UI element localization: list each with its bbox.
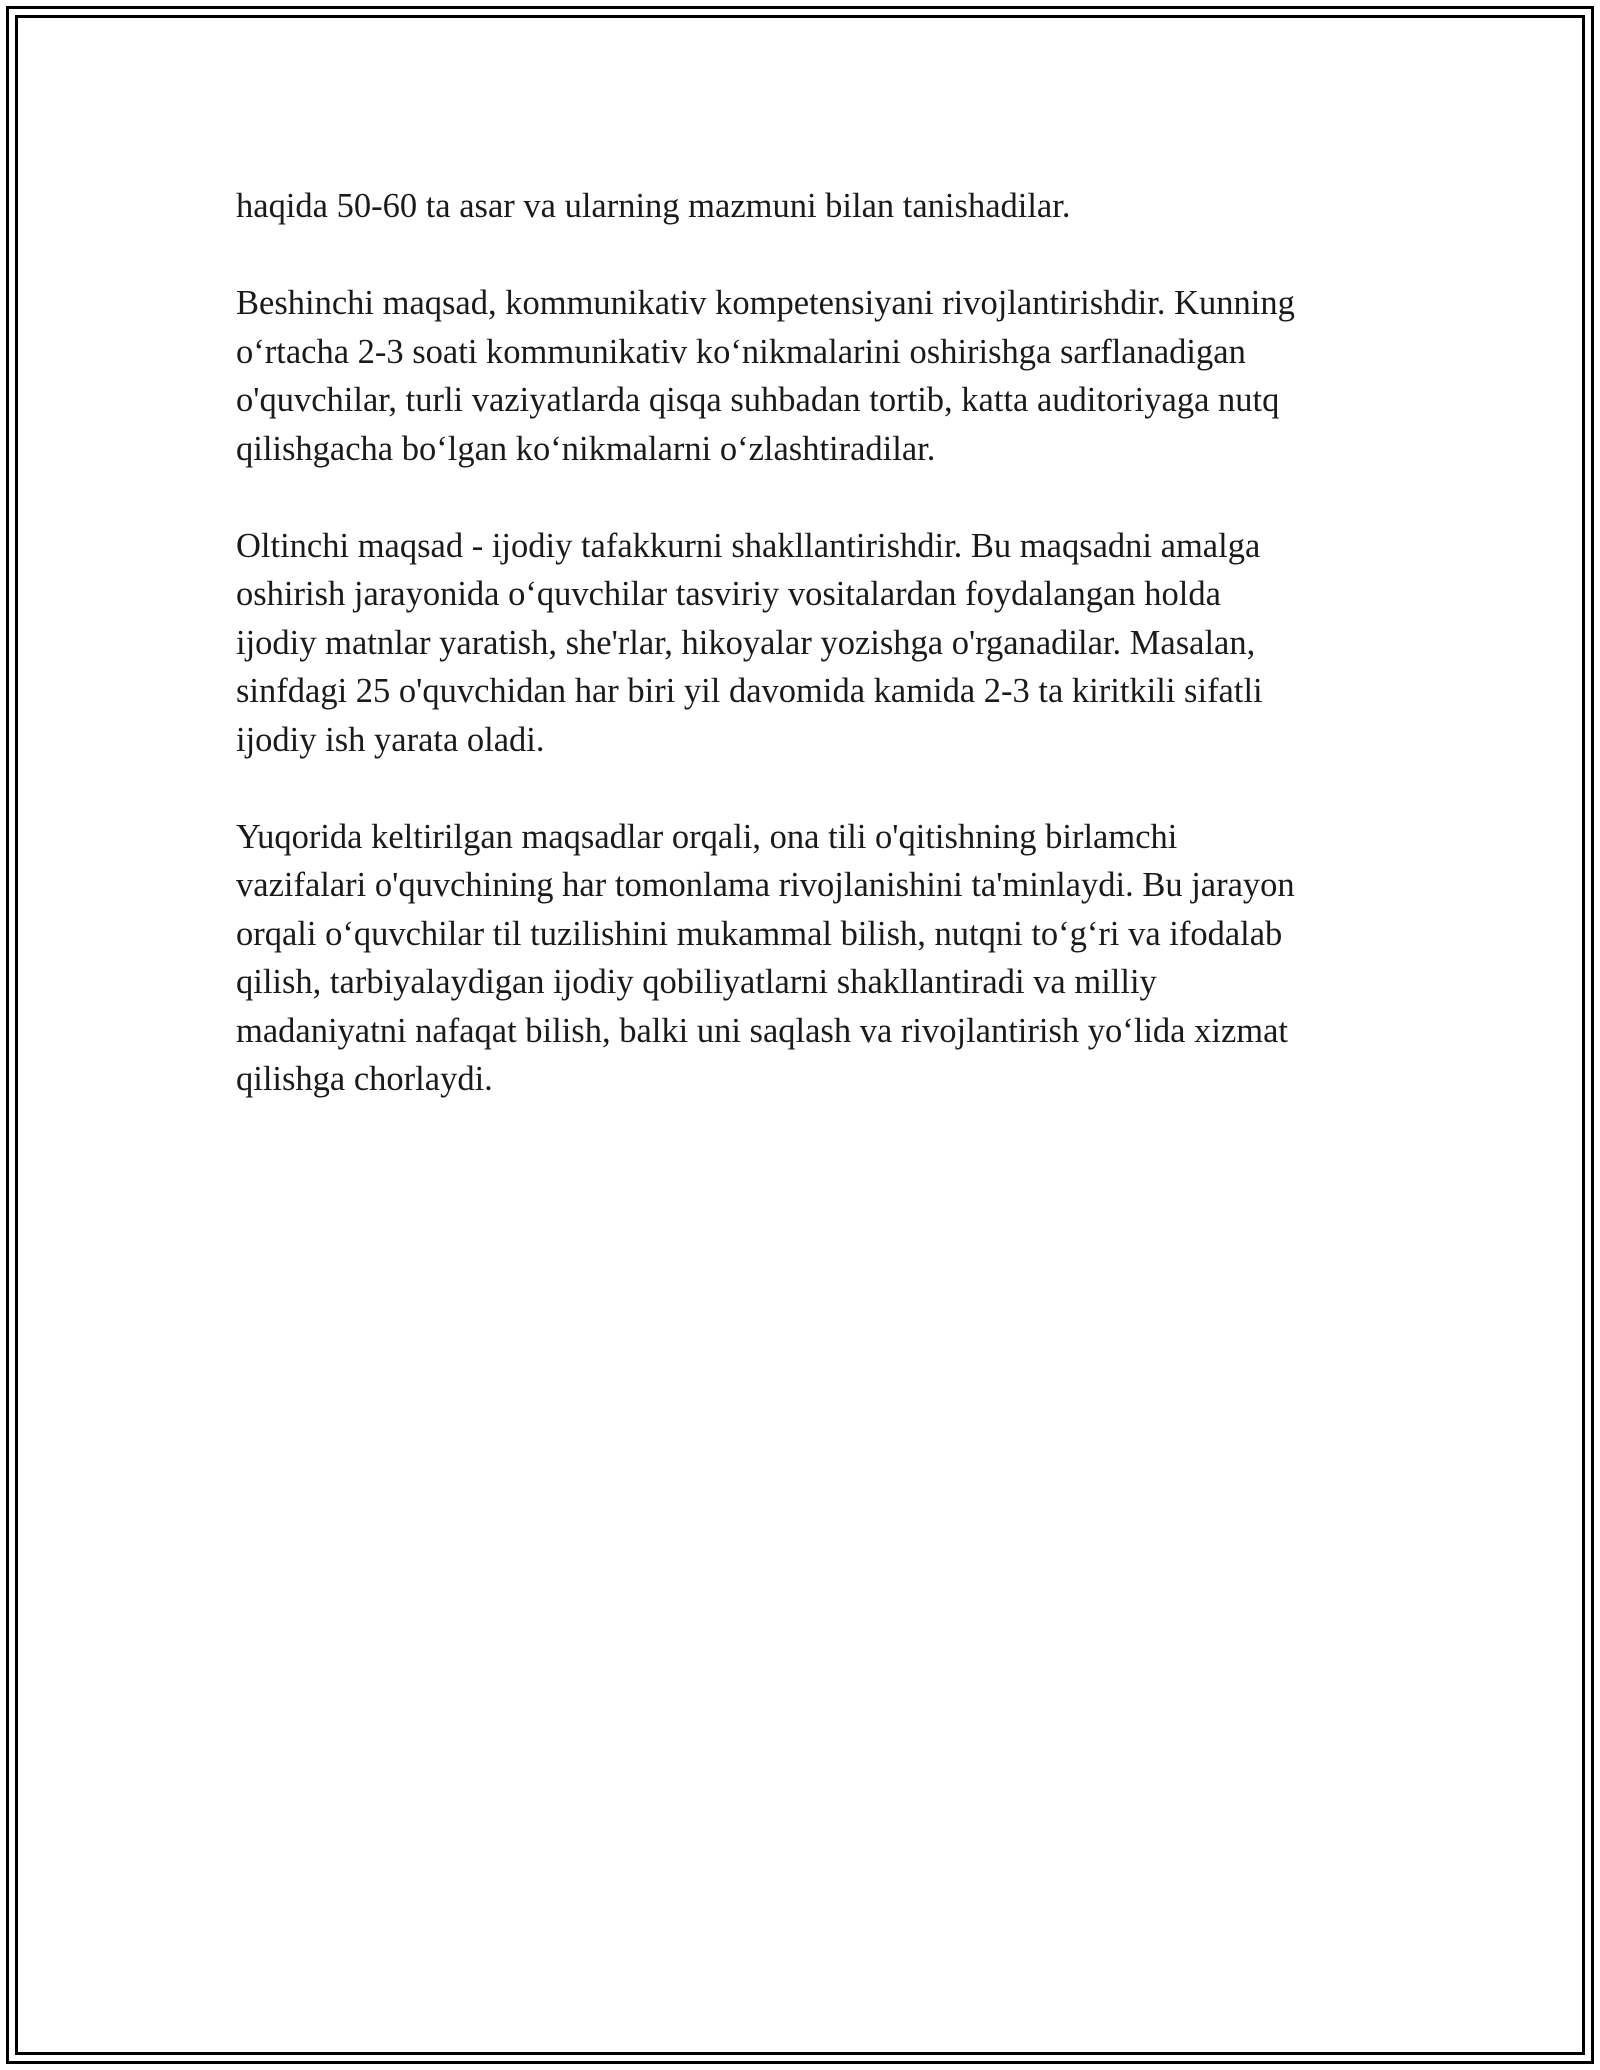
text-line: qilish, tarbiyalaydigan ijodiy qobiliyatlarni shakllantiradi va milliy: [236, 963, 1157, 1001]
text-line: haqida 50-60 ta asar va ularning mazmuni bilan tanishadilar.: [236, 187, 1071, 225]
text-line: ijodiy ish yarata oladi.: [236, 720, 545, 759]
text-line: sinfdagi 25 o'quvchidan har biri yil davomida kamida 2-3 ta kiritkili sifatli: [236, 672, 1263, 710]
text-line: Yuqorida keltirilgan maqsadlar orqali, ona tili o'qitishning birlamchi: [236, 817, 1178, 856]
document-body: [236, 182, 1376, 1152]
text-line: o‘rtacha 2-3 soati kommunikativ ko‘nikmalarini oshirishga sarflanadigan: [236, 332, 1246, 371]
text-line: Oltinchi maqsad - ijodiy tafakkurni shakllantirishdir. Bu maqsadni amalga: [236, 526, 1261, 565]
paragraph-4: [236, 813, 1376, 1104]
paragraph-2: [236, 279, 1376, 473]
text-line: ijodiy matnlar yaratish, she'rlar, hikoyalar yozishga o'rganadilar. Masalan,: [236, 623, 1256, 662]
text-line: vazifalari o'quvchining har tomonlama rivojlanishini ta'minlaydi. Bu jarayon: [236, 866, 1295, 904]
text-line: madaniyatni nafaqat bilish, balki uni saqlash va rivojlantirish yo‘lida xizmat: [236, 1011, 1288, 1050]
paragraph-3: [236, 522, 1376, 765]
text-line: o'quvchilar, turli vaziyatlarda qisqa suhbadan tortib, katta auditoriyaga nutq: [236, 381, 1280, 419]
text-line: oshirish jarayonida o‘quvchilar tasviriy vositalardan foydalangan holda: [236, 575, 1221, 613]
paragraph-1: [236, 182, 1376, 231]
text-line: qilishga chorlaydi.: [236, 1060, 493, 1098]
text-line: orqali o‘quvchilar til tuzilishini mukammal bilish, nutqni to‘g‘ri va ifodalab: [236, 914, 1283, 953]
text-line: qilishgacha bo‘lgan ko‘nikmalarni o‘zlashtiradilar.: [236, 429, 936, 468]
text-line: Beshinchi maqsad, kommunikativ kompetensiyani rivojlantirishdir. Kunning: [236, 284, 1295, 322]
